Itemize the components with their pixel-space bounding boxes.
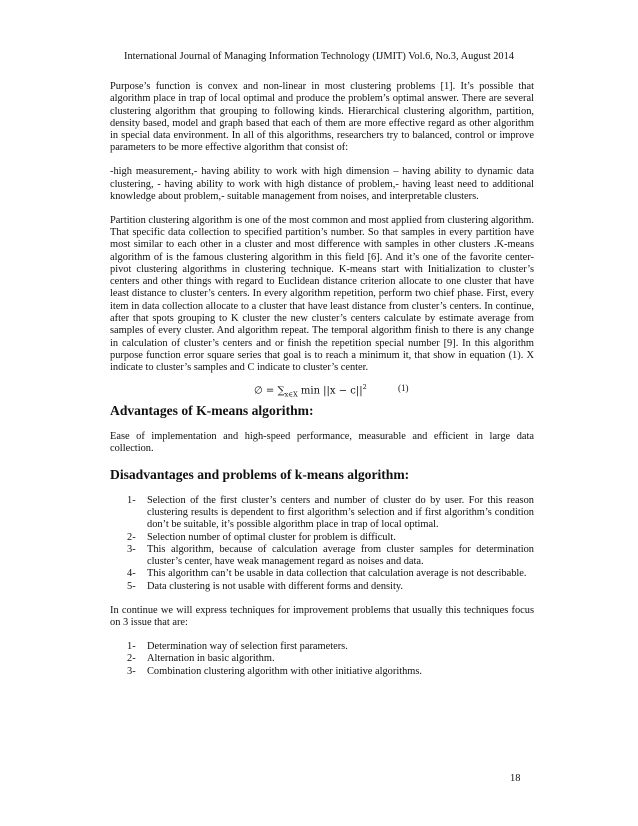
page-number: 18 [510, 773, 521, 784]
heading-advantages: Advantages of K-means algorithm: [110, 402, 314, 418]
list-item: 3- Combination clustering algorithm with other initiative algorithms. [127, 665, 423, 677]
equation-1 [110, 381, 534, 398]
equation-formula: ∅ = $\sum_{x\in X}$ $\min ||x - c||^2$ [254, 382, 367, 398]
list-item: 1- Selection of the first cluster’s centers and number of cluster do by user. For this reason clustering results is dependent to first algorithm’s selection and if first algorithm’s condition don’t be suitable, it’s possible algorithm place in trap of local optimal. [127, 494, 534, 531]
heading-disadvantages: Disadvantages and problems of k-means algorithm: [110, 466, 410, 482]
paragraph-techniques-intro: In continue we will express techniques for improvement problems that usually this techniques focus on 3 issue that are: [110, 605, 534, 629]
journal-header: International Journal of Managing Information Technology (IJMIT) Vol.6, No.3, August 2014 [123, 51, 515, 62]
equation-number: (1) [398, 382, 409, 393]
list-item: 2- Alternation in basic algorithm. [127, 653, 275, 665]
list-item: 1- Determination way of selection first parameters. [127, 641, 348, 653]
body-text [110, 81, 534, 690]
paragraph-objective-function: Purpose’s function is convex and non-linear in most clustering problems [1]. It’s possible that algorithm place in trap of local optimal and produce the problem’s optimal answer. There are several clustering algorithm that grouping to following kinds. Hierarchical clustering algorithm, partition, density based, model and graph based that each of them are more effective regard as other algorithm in special data environment. In all of this algorithms, researchers try to balanced, control or improve parameters to be more effective algorithm that consist of: [110, 81, 534, 154]
list-item: 5- Data clustering is not usable with different forms and density. [127, 580, 403, 592]
list-item: 2- Selection number of optimal cluster for problem is difficult. [127, 531, 396, 543]
techniques-list [110, 641, 534, 678]
paragraph-partition-clustering: Partition clustering algorithm is one of the most common and most applied from clustering algorithm. That specific data collection to specified partition’s number. So that samples in every partition have most similar to each other in a cluster and most difference with samples in other clusters .K-means algorithm of is the famous clustering algorithm in this field [6]. And it’s one of the favorite center-pivot clustering algorithms in clustering technique. K-means start with Initialization to cluster’s centers and other things with regard to Euclidean distance criterion allocate to one cluster that have least distance to cluster’s centers. In every algorithm repetition, perform two chief phase. First, every item in data collection allocate to a cluster that have least distance from cluster’s centers. In continue, after that spots grouping to K cluster the new cluster’s centers calculate by estimate average from samples of every cluster. And algorithm repeat. The temporal algorithm finish to there is any change in calculation of cluster’s centers and or finish the repetition special number [9]. In this algorithm purpose function error square series that goal is to reach a minimum it, that show in equation (1). X indicate to cluster’s samples and C indicate to cluster’s center. [110, 214, 534, 374]
list-item: 3- This algorithm, because of calculation average from cluster samples for determination cluster’s center, have weak management regard as noises and data. [127, 543, 534, 568]
disadvantages-list [110, 495, 534, 593]
list-item: 4- This algorithm can’t be usable in data collection that calculation average is not describable. [127, 568, 527, 580]
paragraph-parameters: -high measurement,- having ability to work with high dimension – having ability to dynamic data clustering, - having ability to work with high distance of problem,- having least need to additional knowledge about problem,- suitable management from noises, and interpretable clusters. [110, 166, 534, 202]
paragraph-advantages: Ease of implementation and high-speed performance, measurable and efficient in large data collection. [110, 430, 534, 454]
